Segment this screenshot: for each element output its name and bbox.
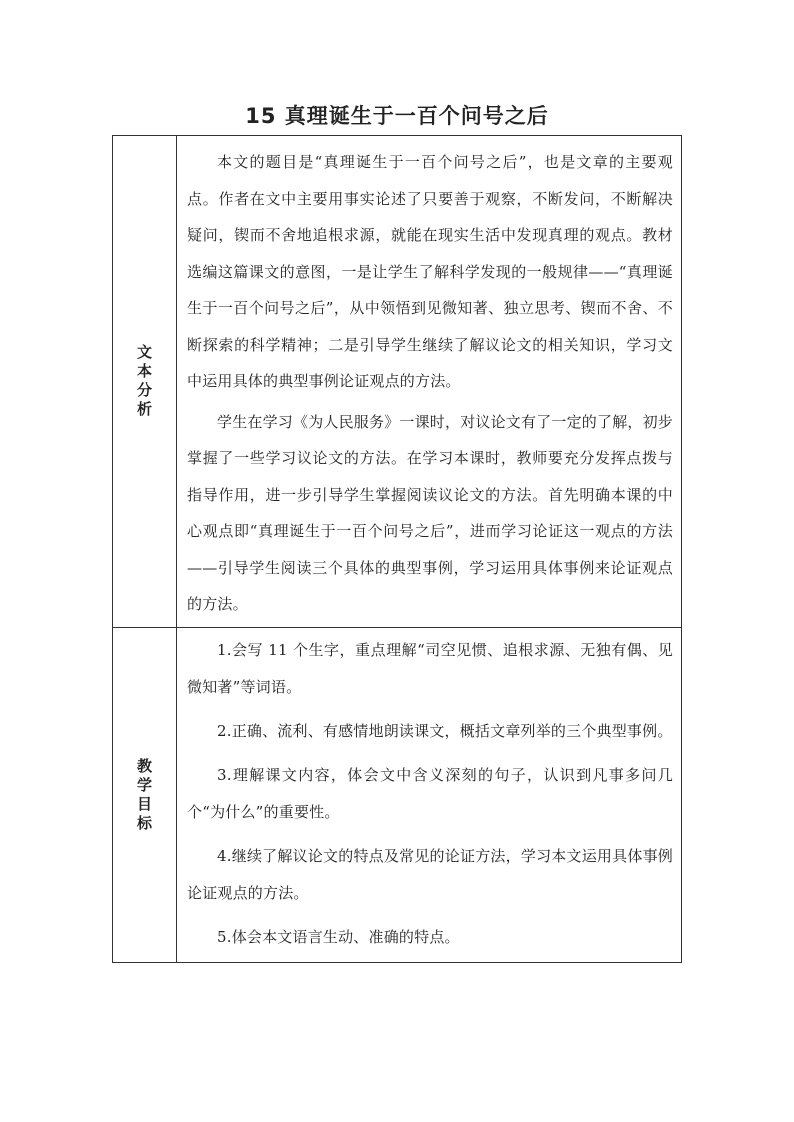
text-analysis-content (177, 136, 682, 628)
analysis-paragraph: 本文的题目是“真理诞生于一百个问号之后”，也是文章的主要观点。作者在文中主要用事实论述了只要善于观察，不断发问，不断解决疑问，锲而不舍地追根求源，就能在现实生活中发现真理的观点。教材选编这篇课文的意图，一是让学生了解科学发现的一般规律——“真理诞生于一百个问号之后”，从中领悟到见微知著、独立思考、锲而不舍、不断探索的科学精神；二是引导学生继续了解议论文的相关知识，学习文中运用具体的典型事例论证观点的方法。 (187, 153, 673, 390)
objective-item: 3.理解课文内容，体会文中含义深刻的句子，认识到凡事多问几个“为什么”的重要性。 (187, 765, 673, 821)
document-title: 15 真理诞生于一百个问号之后 (245, 104, 549, 128)
table-row-text-analysis (113, 136, 682, 628)
objective-item: 1.会写 11 个生字，重点理解“司空见惯、追根求源、无独有偶、见微知著”等词语。 (187, 640, 673, 696)
row-label-text-analysis: 文本分析 (136, 343, 152, 419)
table-row-teaching-objectives (113, 627, 682, 962)
objective-item: 4.继续了解议论文的特点及常见的论证方法，学习本文运用具体事例论证观点的方法。 (187, 846, 673, 902)
row-label-cell (113, 136, 177, 628)
row-label-teaching-objectives: 教学目标 (136, 756, 152, 832)
lesson-plan-table (112, 135, 682, 963)
teaching-objectives-content (177, 627, 682, 962)
analysis-paragraph: 学生在学习《为人民服务》一课时，对议论文有了一定的了解，初步掌握了一些学习议论文的方法。在学习本课时，教师要充分发挥点拨与指导作用，进一步引导学生掌握阅读议论文的方法。首先明确本课的中心观点即“真理诞生于一百个问号之后”，进而学习论证这一观点的方法——引导学生阅读三个具体的典型事例，学习运用具体事例来论证观点的方法。 (187, 412, 674, 613)
objective-item: 5.体会本文语言生动、准确的特点。 (217, 927, 460, 946)
objective-item: 2.正确、流利、有感情地朗读课文，概括文章列举的三个典型事例。 (217, 721, 673, 740)
row-label-cell (113, 627, 177, 962)
